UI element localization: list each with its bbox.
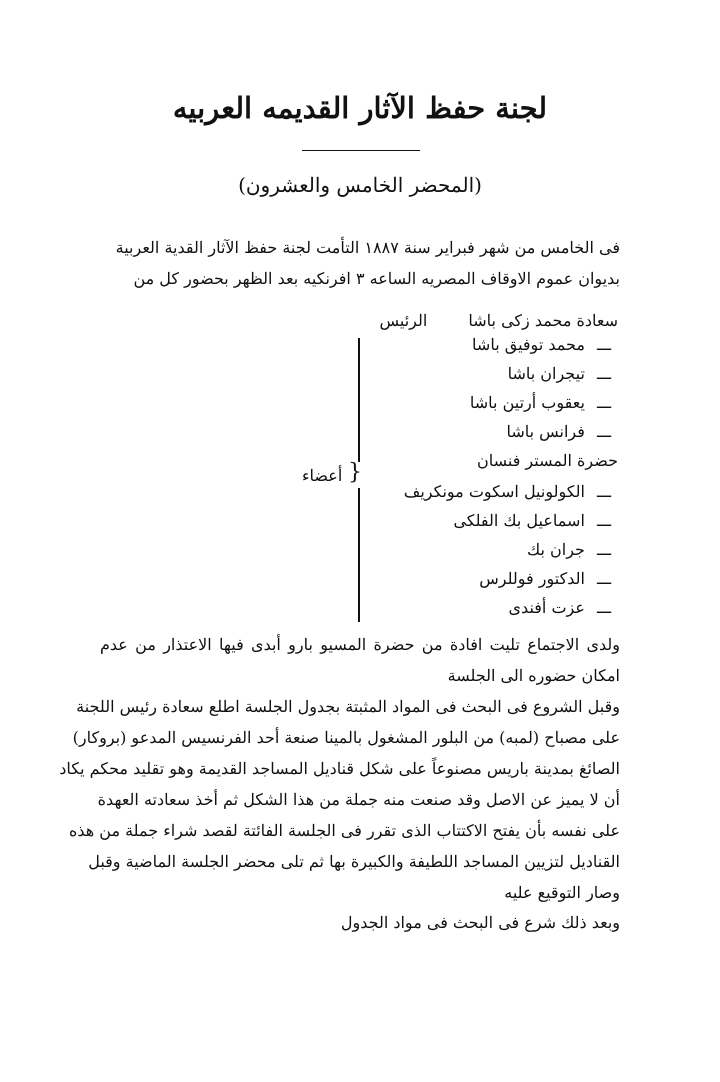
president-role: الرئيس: [379, 311, 428, 330]
member-row: [477, 448, 618, 474]
text-line: على مصباح (لمبه) من البلور المشغول بالمينا صنعة أحد الفرنسيس المدعو (بروكار): [72, 728, 620, 747]
member-dash: ـــ: [596, 422, 612, 441]
president-name: سعادة محمد زكى باشا: [468, 311, 618, 330]
opening-paragraph: [100, 232, 620, 294]
title-divider: [302, 150, 420, 151]
member-dash: ـــ: [596, 569, 612, 588]
opening-line: فى الخامس من شهر فبراير سنة ١٨٨٧ التأمت لجنة حفظ الآثار القدية العربية: [115, 238, 620, 257]
member-dash: ـــ: [596, 335, 612, 354]
page-subtitle: (المحضر الخامس والعشرون): [238, 173, 482, 197]
member-row: [479, 566, 618, 592]
members-bracket-lower: [358, 488, 360, 622]
member-row: [453, 508, 618, 534]
text-line: على نفسه بأن يفتح الاكتتاب الذى تقرر فى الجلسة الفائتة لقصد شراء جملة من هذه: [68, 821, 620, 840]
member-row: [472, 332, 618, 358]
member-dash: ـــ: [596, 511, 612, 530]
member-dash: ـــ: [596, 364, 612, 383]
member-name: جران بك: [526, 540, 585, 559]
member-name: محمد توفيق باشا: [472, 335, 585, 354]
members-bracket-upper: [358, 338, 360, 462]
member-dash: ـــ: [596, 540, 612, 559]
member-dash: ـــ: [596, 482, 612, 501]
opening-line: بديوان عموم الاوقاف المصريه الساعه ٣ افرنكيه بعد الظهر بحضور كل من: [133, 269, 620, 288]
member-name: اسماعيل بك الفلكى: [453, 511, 585, 530]
text-line: وقبل الشروع فى البحث فى المواد المثبتة بجدول الجلسة اطلع سعادة رئيس اللجنة: [76, 697, 620, 716]
member-dash: ـــ: [596, 393, 612, 412]
text-line: امكان حضوره الى الجلسة: [447, 666, 620, 685]
president-row: [379, 308, 618, 334]
member-row: [527, 537, 618, 563]
closing-paragraph: [100, 907, 620, 938]
member-dash: ـــ: [596, 598, 612, 617]
member-row: [404, 479, 618, 505]
text-line: الصائغ بمدينة باريس مصنوعاً على شكل قناديل المساجد القديمة وهو تقليد محكم يكاد: [59, 759, 620, 778]
members-label: أعضاء: [302, 466, 343, 485]
member-name: حضرة المستر فنسان: [476, 451, 618, 470]
members-bracket-tip: {: [348, 460, 362, 485]
member-row: [509, 595, 618, 621]
member-name: عزت أفندى: [508, 598, 585, 617]
text-line: أن لا يميز عن الاصل وقد صنعت منه جملة من هذا الشكل ثم أخذ سعادته العهدة: [97, 790, 620, 809]
member-name: يعقوب أرتين باشا: [469, 393, 585, 412]
text-line: ولدى الاجتماع تليت افادة من حضرة المسيو بارو أبدى فيها الاعتذار من عدم: [100, 635, 620, 654]
member-name: فرانس باشا: [506, 422, 585, 441]
text-line: وصار التوقيع عليه: [504, 883, 620, 902]
member-row: [508, 361, 618, 387]
member-row: [470, 390, 618, 416]
page-title: لجنة حفظ الآثار القديمه العربيه: [172, 91, 548, 125]
proceedings-paragraph: [59, 691, 620, 908]
member-row: [506, 419, 618, 445]
text-line: وبعد ذلك شرع فى البحث فى مواد الجدول: [340, 913, 620, 932]
text-line: القناديل لتزيين المساجد اللطيفة والكبيرة بها ثم تلى محضر الجلسة الماضية وقبل: [88, 852, 620, 871]
regret-paragraph: [100, 629, 620, 691]
member-name: الدكتور فوللرس: [479, 569, 585, 588]
member-name: الكولونيل اسكوت مونكريف: [403, 482, 585, 501]
member-name: تيجران باشا: [507, 364, 585, 383]
